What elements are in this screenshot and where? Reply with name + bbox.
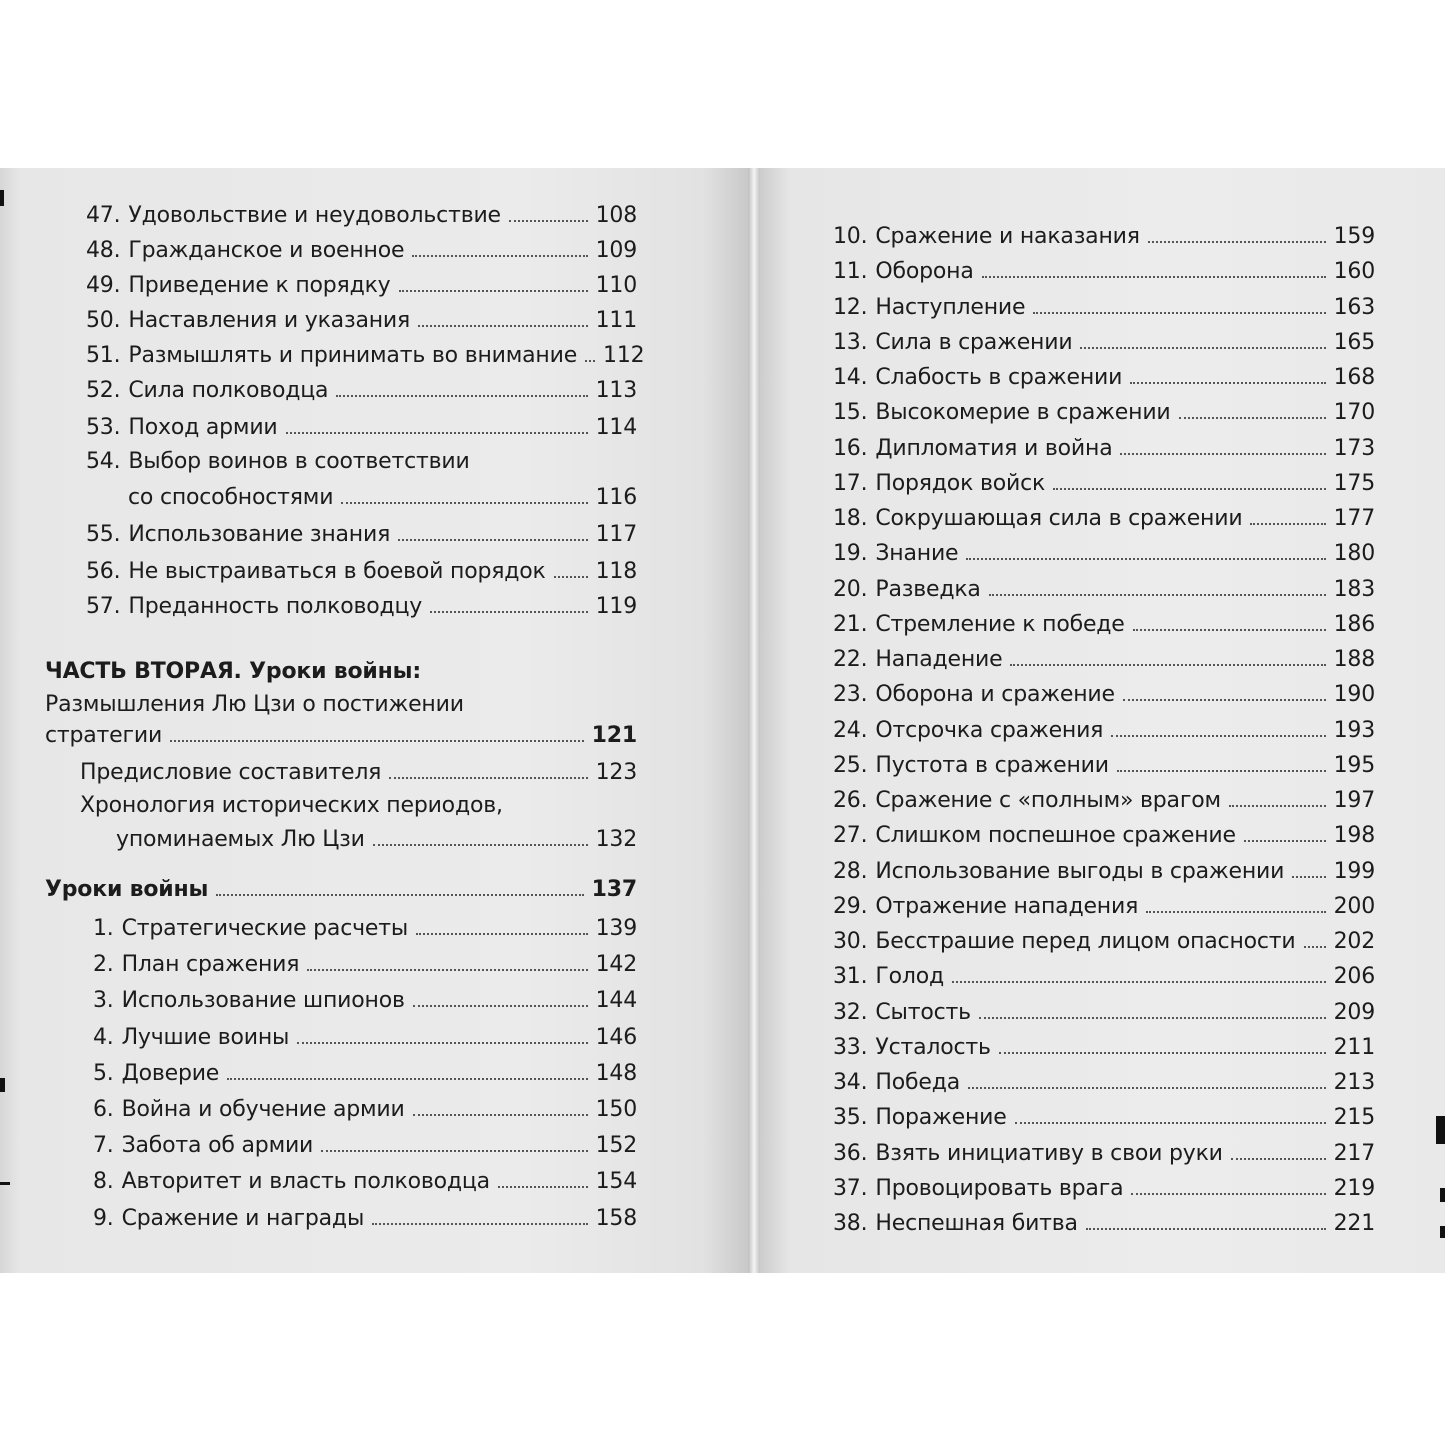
toc-entry-number: 50.	[86, 308, 121, 333]
toc-entry-number: 6.	[93, 1097, 114, 1122]
toc-entry[interactable]	[833, 504, 1375, 534]
dot-leader	[1250, 523, 1325, 525]
toc-page-number: 142	[595, 952, 637, 978]
dot-leader	[509, 220, 588, 222]
right-edge-mark	[1440, 1226, 1445, 1238]
toc-page-number: 199	[1333, 858, 1375, 884]
dot-leader	[430, 611, 587, 613]
toc-entry-number: 19.	[833, 541, 868, 567]
dot-leader	[1148, 241, 1326, 243]
toc-title: Сила полководца	[128, 378, 329, 403]
toc-entry-number: 8.	[93, 1169, 114, 1195]
toc-title: Лучшие воины	[121, 1024, 290, 1050]
toc-title: стратегии	[45, 723, 163, 748]
toc-title: Сила в сражении	[875, 329, 1073, 355]
dot-leader	[1133, 629, 1326, 631]
toc-entry[interactable]	[86, 201, 637, 231]
part-two-row[interactable]	[45, 721, 637, 751]
dot-leader	[1130, 382, 1325, 384]
toc-page-number: 170	[1333, 400, 1375, 426]
toc-entry-number: 55.	[86, 522, 121, 547]
toc-title: Победа	[875, 1070, 960, 1095]
toc-title: Усталость	[875, 1034, 991, 1060]
dot-leader	[227, 1078, 587, 1080]
toc-entry[interactable]	[86, 413, 637, 443]
dot-leader	[1244, 840, 1326, 842]
toc-title: Предисловие составителя	[80, 760, 382, 785]
toc-page-number: 119	[595, 594, 637, 619]
toc-entry-number: 51.	[86, 343, 121, 368]
toc-title: Стратегические расчеты	[121, 916, 409, 941]
toc-page-number: 213	[1333, 1070, 1375, 1095]
toc-entry-number: 49.	[86, 273, 121, 298]
toc-entry-number: 47.	[86, 203, 121, 228]
dot-leader	[413, 1114, 588, 1116]
toc-title: Провоцировать врага	[875, 1175, 1124, 1201]
toc-page-number: 219	[1333, 1175, 1375, 1201]
dot-leader	[989, 594, 1326, 596]
toc-entry-number: 37.	[833, 1175, 868, 1201]
toc-entry-number: 15.	[833, 400, 868, 426]
dot-leader	[1131, 1193, 1325, 1195]
toc-page-number: 188	[1333, 647, 1375, 672]
toc-page-number: 209	[1333, 999, 1375, 1025]
toc-title: Слабость в сражении	[875, 365, 1123, 390]
toc-entry[interactable]	[833, 962, 1375, 992]
dot-leader	[585, 360, 595, 362]
toc-title: Оборона и сражение	[875, 682, 1115, 708]
toc-title: Бесстрашие перед лицом опасности	[875, 929, 1296, 954]
right-edge-mark	[1436, 1116, 1445, 1144]
toc-title: Использование знания	[128, 522, 391, 547]
toc-entry[interactable]	[86, 557, 637, 587]
toc-entry[interactable]	[833, 1103, 1375, 1133]
toc-entry[interactable]	[833, 680, 1375, 710]
toc-entry[interactable]	[86, 236, 637, 266]
toc-page-number: 123	[595, 760, 637, 785]
toc-page-number: 175	[1333, 470, 1375, 496]
toc-entry[interactable]	[93, 1167, 637, 1197]
toc-entry-number: 48.	[86, 238, 121, 263]
toc-title: Не выстраиваться в боевой порядок	[128, 559, 546, 584]
toc-entry[interactable]	[833, 434, 1375, 464]
toc-page-number: 183	[1333, 576, 1375, 602]
toc-entry[interactable]	[833, 293, 1375, 323]
dot-leader	[1010, 664, 1325, 666]
dot-leader	[1179, 417, 1326, 419]
toc-entry[interactable]	[833, 645, 1375, 675]
toc-page-number: 113	[595, 378, 637, 403]
toc-entry[interactable]	[833, 892, 1375, 922]
toc-title: Пустота в сражении	[875, 752, 1109, 778]
toc-entry[interactable]	[833, 1174, 1375, 1204]
toc-title: Неспешная битва	[875, 1211, 1078, 1236]
toc-page-number: 112	[603, 343, 645, 368]
dot-leader	[1080, 347, 1325, 349]
toc-entry[interactable]	[833, 1139, 1375, 1169]
dot-leader	[1120, 453, 1325, 455]
dot-leader	[216, 894, 583, 896]
toc-entry-number: 36.	[833, 1140, 868, 1166]
toc-page-number: 211	[1333, 1034, 1375, 1060]
toc-page-number: 117	[595, 522, 637, 547]
toc-title: Сражение и награды	[121, 1205, 365, 1231]
dot-leader	[373, 844, 588, 846]
toc-title: Сражение и наказания	[875, 224, 1140, 249]
toc-page-number: 163	[1333, 294, 1375, 320]
toc-title: Нападение	[875, 647, 1003, 672]
toc-entry[interactable]	[833, 716, 1375, 746]
dot-leader	[952, 981, 1326, 983]
toc-entry[interactable]	[833, 398, 1375, 428]
toc-title: Дипломатия и война	[875, 435, 1113, 461]
toc-page-number: 190	[1333, 682, 1375, 708]
toc-entry[interactable]	[833, 751, 1375, 781]
toc-entry[interactable]	[93, 914, 637, 944]
toc-entry-first-line[interactable]	[86, 447, 470, 477]
toc-entry[interactable]	[833, 998, 1375, 1028]
dot-leader	[979, 1017, 1326, 1019]
toc-entry[interactable]	[86, 271, 637, 301]
toc-title: Оборона	[875, 259, 974, 285]
toc-entry[interactable]	[93, 950, 637, 980]
toc-title: Преданность полководцу	[128, 594, 423, 619]
toc-entry-number: 20.	[833, 576, 868, 602]
dot-leader	[341, 502, 587, 504]
toc-entry-number: 17.	[833, 470, 868, 496]
dot-leader	[336, 395, 587, 397]
toc-title: Наставления и указания	[128, 308, 411, 333]
toc-entry-number: 25.	[833, 752, 868, 778]
toc-entry-number: 11.	[833, 259, 868, 285]
toc-entry-number: 10.	[833, 224, 868, 249]
toc-page-number: 148	[595, 1060, 637, 1086]
toc-entry[interactable]	[93, 1131, 637, 1161]
toc-page-number: 109	[595, 238, 637, 263]
dot-leader	[398, 539, 587, 541]
toc-title: Сражение с «полным» врагом	[875, 788, 1221, 813]
toc-entry-number: 56.	[86, 559, 121, 584]
toc-entry[interactable]	[833, 1068, 1375, 1098]
toc-title: Наступление	[875, 294, 1026, 320]
toc-entry[interactable]	[93, 1095, 637, 1125]
toc-entry-number: 33.	[833, 1034, 868, 1060]
toc-entry[interactable]	[833, 1209, 1375, 1239]
toc-page-number: 154	[595, 1169, 637, 1195]
toc-page-number: 195	[1333, 752, 1375, 778]
toc-entry-number: 28.	[833, 858, 868, 884]
toc-title: Голод	[875, 964, 945, 990]
toc-title: упоминаемых Лю Цзи	[116, 827, 365, 852]
toc-page-number: 144	[595, 988, 637, 1014]
toc-page-number: 217	[1333, 1140, 1375, 1166]
dot-leader	[412, 255, 587, 257]
toc-title: Поражение	[875, 1105, 1007, 1131]
toc-title: Знание	[875, 541, 959, 567]
toc-entry-continuation[interactable]	[128, 483, 637, 513]
toc-entry-number: 16.	[833, 435, 868, 461]
toc-entry[interactable]	[86, 592, 637, 622]
part-two-heading: ЧАСТЬ ВТОРАЯ. Уроки войны:	[45, 659, 421, 684]
dot-leader	[389, 777, 587, 779]
toc-page-number: 206	[1333, 964, 1375, 990]
preface-row[interactable]	[80, 758, 637, 788]
toc-title: Сокрушающая сила в сражении	[875, 506, 1243, 531]
toc-entry[interactable]	[833, 469, 1375, 499]
toc-entry-number: 7.	[93, 1133, 114, 1159]
toc-page-number: 132	[595, 827, 637, 852]
toc-entry[interactable]	[86, 520, 637, 550]
toc-title: Удовольствие и неудовольствие	[128, 203, 501, 228]
dot-leader	[966, 558, 1325, 560]
toc-entry-number: 52.	[86, 378, 121, 403]
dot-leader	[1053, 488, 1326, 490]
toc-page-number: 139	[595, 916, 637, 941]
chronology-title-line1: Хронология исторических периодов,	[80, 793, 503, 818]
toc-title: Поход армии	[128, 415, 278, 440]
toc-entry[interactable]	[86, 376, 637, 406]
left-edge-mark	[0, 1182, 10, 1185]
right-edge-mark	[1440, 1188, 1445, 1202]
toc-page-number: 180	[1333, 541, 1375, 567]
toc-page-number: 221	[1333, 1211, 1375, 1236]
toc-page-number: 215	[1333, 1105, 1375, 1131]
toc-entry-number: 3.	[93, 988, 114, 1014]
toc-page-number: 160	[1333, 259, 1375, 285]
toc-title: Стремление к победе	[875, 611, 1125, 637]
dot-leader	[416, 933, 588, 935]
dot-leader	[554, 576, 588, 578]
dot-leader	[968, 1087, 1326, 1089]
toc-entry-number: 4.	[93, 1024, 114, 1050]
dot-leader	[1117, 770, 1326, 772]
toc-entry-number: 5.	[93, 1060, 114, 1086]
lessons-row[interactable]	[45, 875, 637, 905]
toc-title: Сытость	[875, 999, 971, 1025]
toc-page-number: 118	[595, 559, 637, 584]
toc-entry-number: 26.	[833, 788, 868, 813]
dot-leader	[307, 969, 587, 971]
toc-page-number: 200	[1333, 893, 1375, 919]
toc-entry-number: 24.	[833, 717, 868, 743]
toc-title: План сражения	[121, 952, 300, 978]
toc-entry-number: 35.	[833, 1105, 868, 1131]
toc-title: со способностями	[128, 485, 334, 510]
toc-entry[interactable]	[833, 328, 1375, 358]
toc-page-number: 121	[591, 723, 637, 748]
toc-entry-number: 2.	[93, 952, 114, 978]
toc-entry[interactable]	[833, 539, 1375, 569]
toc-entry[interactable]	[833, 1033, 1375, 1063]
toc-entry-number: 13.	[833, 329, 868, 355]
dot-leader	[413, 1005, 588, 1007]
toc-entry-number: 57.	[86, 594, 121, 619]
toc-entry-number: 29.	[833, 893, 868, 919]
toc-entry-number: 31.	[833, 964, 868, 990]
dot-leader	[1146, 911, 1325, 913]
toc-page-number: 152	[595, 1133, 637, 1159]
dot-leader	[418, 325, 588, 327]
toc-page-number: 177	[1333, 506, 1375, 531]
dot-leader	[1292, 876, 1325, 878]
toc-entry-number: 54.	[86, 449, 121, 474]
book-spread	[0, 168, 1445, 1273]
toc-entry[interactable]	[833, 857, 1375, 887]
toc-title: Забота об армии	[121, 1133, 314, 1159]
toc-entry-number: 23.	[833, 682, 868, 708]
toc-entry[interactable]	[833, 786, 1375, 816]
toc-entry[interactable]	[833, 927, 1375, 957]
toc-entry-number: 34.	[833, 1070, 868, 1095]
dot-leader	[372, 1223, 587, 1225]
toc-entry[interactable]	[93, 1023, 637, 1053]
toc-entry[interactable]	[93, 1059, 637, 1089]
toc-entry[interactable]	[86, 341, 645, 371]
toc-page-number: 110	[595, 273, 637, 298]
toc-page-number: 146	[595, 1024, 637, 1050]
toc-page-number: 111	[595, 308, 637, 333]
toc-title: Размышлять и принимать во внимание	[128, 343, 578, 368]
chronology-row[interactable]	[116, 825, 637, 855]
toc-title: Порядок войск	[875, 470, 1046, 496]
dot-leader	[999, 1052, 1326, 1054]
dot-leader	[1123, 699, 1326, 701]
dot-leader	[982, 276, 1326, 278]
dot-leader	[1229, 805, 1326, 807]
toc-page-number: 158	[595, 1205, 637, 1231]
toc-title: Слишком поспешное сражение	[875, 823, 1236, 849]
toc-title: Гражданское и военное	[128, 238, 405, 263]
toc-title: Использование выгоды в сражении	[875, 858, 1285, 884]
toc-entry-number: 22.	[833, 647, 868, 672]
toc-entry[interactable]	[833, 575, 1375, 605]
toc-entry[interactable]	[86, 306, 637, 336]
toc-page-number: 116	[595, 485, 637, 510]
toc-title: Использование шпионов	[121, 988, 405, 1014]
toc-page-number: 159	[1333, 224, 1375, 249]
toc-entry-number: 9.	[93, 1205, 114, 1231]
dot-leader	[399, 290, 588, 292]
toc-entry[interactable]	[833, 363, 1375, 393]
toc-title: Выбор воинов в соответствии	[128, 449, 470, 474]
toc-title: Отсрочка сражения	[875, 717, 1104, 743]
toc-page-number: 193	[1333, 717, 1375, 743]
dot-leader	[286, 432, 588, 434]
toc-title: Отражение нападения	[875, 893, 1139, 919]
toc-entry-number: 14.	[833, 365, 868, 390]
toc-entry-number: 30.	[833, 929, 868, 954]
toc-entry-number: 38.	[833, 1211, 868, 1236]
toc-title: Война и обучение армии	[121, 1097, 405, 1122]
toc-page-number: 114	[595, 415, 637, 440]
dot-leader	[1086, 1228, 1326, 1230]
toc-entry-number: 21.	[833, 611, 868, 637]
toc-entry-number: 32.	[833, 999, 868, 1025]
toc-entry-number: 27.	[833, 823, 868, 849]
toc-entry[interactable]	[93, 986, 637, 1016]
toc-title: Взять инициативу в свои руки	[875, 1140, 1223, 1166]
book-gutter	[748, 168, 760, 1273]
toc-entry-number: 53.	[86, 415, 121, 440]
toc-title: Высокомерие в сражении	[875, 400, 1171, 426]
toc-title: Доверие	[121, 1060, 220, 1086]
toc-entry-number: 18.	[833, 506, 868, 531]
toc-entry-number: 1.	[93, 916, 114, 941]
toc-title: Авторитет и власть полководца	[121, 1169, 490, 1195]
toc-page-number: 137	[591, 877, 637, 902]
toc-entry[interactable]	[93, 1204, 637, 1234]
dot-leader	[1304, 946, 1326, 948]
toc-page-number: 108	[595, 203, 637, 228]
toc-title: Разведка	[875, 576, 981, 602]
toc-page-number: 198	[1333, 823, 1375, 849]
dot-leader	[1015, 1122, 1326, 1124]
toc-page-number: 173	[1333, 435, 1375, 461]
toc-page-number: 168	[1333, 365, 1375, 390]
toc-entry[interactable]	[833, 257, 1375, 287]
toc-title: Уроки войны	[45, 877, 209, 902]
toc-page-number: 197	[1333, 788, 1375, 813]
left-edge-mark	[0, 190, 4, 206]
toc-title: Приведение к порядку	[128, 273, 391, 298]
toc-page-number: 202	[1333, 929, 1375, 954]
toc-page-number: 150	[595, 1097, 637, 1122]
dot-leader	[170, 740, 584, 742]
dot-leader	[498, 1186, 588, 1188]
dot-leader	[321, 1150, 587, 1152]
left-edge-mark	[0, 1078, 5, 1092]
part-two-subtitle-line1: Размышления Лю Цзи о постижении	[45, 692, 464, 717]
toc-entry-number: 12.	[833, 294, 868, 320]
toc-entry[interactable]	[833, 610, 1375, 640]
toc-entry[interactable]	[833, 222, 1375, 252]
dot-leader	[1033, 312, 1325, 314]
dot-leader	[1231, 1158, 1326, 1160]
toc-page-number: 186	[1333, 611, 1375, 637]
dot-leader	[297, 1042, 587, 1044]
toc-page-number: 165	[1333, 329, 1375, 355]
toc-entry[interactable]	[833, 821, 1375, 851]
dot-leader	[1111, 735, 1325, 737]
